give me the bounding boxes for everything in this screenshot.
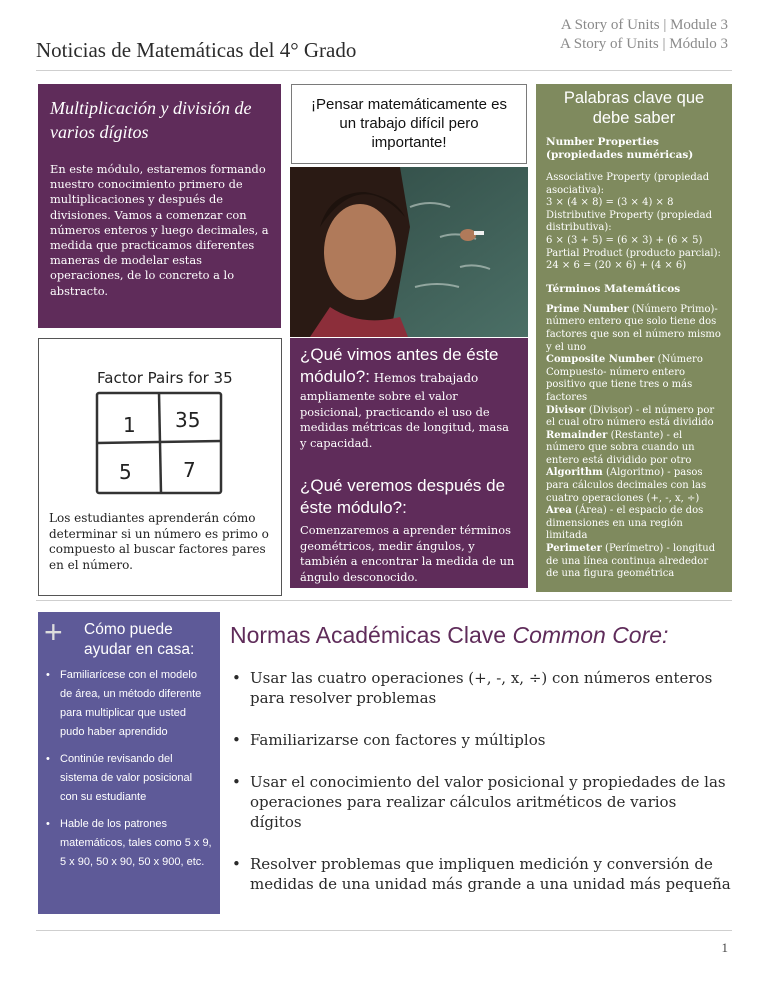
terms-list <box>546 304 722 581</box>
help-heading <box>84 620 194 660</box>
term-item <box>546 467 722 505</box>
standard-item: • Resolver problemas que impliquen medición y conversión de medidas de una unidad más grande a una unidad más pequeña <box>250 854 732 894</box>
term-definition: (Divisor) - el número por el cual otro número está dividido <box>546 404 715 429</box>
help-item: • Familiarícese con el modelo de área, un método diferente para multiplicar que usted pudo haber aprendido <box>60 666 212 742</box>
series-label-es: A Story of Units | Módulo 3 <box>559 36 728 52</box>
property-line: 24 × 6 = (20 × 6) + (4 × 6) <box>546 260 687 272</box>
term-item <box>546 543 722 581</box>
standards-list <box>228 668 732 894</box>
factor-cell: 35 <box>175 408 201 432</box>
properties-list <box>546 172 722 273</box>
term-name: Perimeter <box>546 543 602 555</box>
before-lead: Hemos trabajado <box>369 371 479 385</box>
plus-icon: + <box>44 614 63 650</box>
standards-heading <box>230 622 668 649</box>
student-photo <box>290 167 528 337</box>
keywords-heading: Palabras clave que debe saber <box>563 89 705 127</box>
factor-pairs-box <box>38 338 282 596</box>
quote-box: ¡Pensar matemáticamente es un trabajo difícil pero importante! <box>291 84 527 164</box>
term-definition: (Algoritmo) - pasos para cálculos decimales con las cuatro operaciones (+, -, x, ÷) <box>546 467 707 504</box>
after-body: Comenzaremos a aprender términos geométricos, medir ángulos, y también a encontrar la medida de un ángulo desconocido. <box>300 523 515 584</box>
term-name: Prime Number <box>546 303 629 315</box>
newsletter-title: Noticias de Matemáticas del 4° Grado <box>36 38 357 62</box>
number-properties-heading: Number Properties (propiedades numéricas) <box>546 136 694 161</box>
help-item: • Hable de los patrones matemáticos, tales como 5 x 9, 5 x 90, 50 x 90, 50 x 900, etc. <box>60 815 212 872</box>
term-definition: (Número Compuesto- número entero positivo que tiene tres o más factores <box>546 354 703 403</box>
factor-pairs-drawing <box>39 339 283 509</box>
intro-heading: Multiplicación y división de varios dígitos <box>50 98 252 142</box>
term-name: Divisor <box>546 404 586 416</box>
term-item <box>546 354 722 404</box>
series-label-en: A Story of Units | Module 3 <box>560 17 728 33</box>
standard-item: • Familiarizarse con factores y múltiplos <box>250 730 732 750</box>
standards-heading-italic: Common Core: <box>512 622 669 648</box>
intro-body: En este módulo, estaremos formando nuestro conocimiento primero de multiplicaciones y después de divisiones. Vamos a comenzar con números enteros y luego decimales, a medida que practicamos diferentes maneras de modelar estas operaciones, de lo concreto a lo abstracto. <box>50 162 269 298</box>
term-definition: (Restante) - el número que sobra cuando un entero está dividido por otro <box>546 429 695 466</box>
factor-pairs-caption: Los estudiantes aprenderán cómo determinar si un número es primo o compuesto al buscar factores pares en el número. <box>49 511 269 572</box>
term-name: Area <box>546 505 572 517</box>
term-name: Remainder <box>546 429 608 441</box>
section-divider <box>36 600 732 601</box>
term-definition: (Número Primo)- número entero que solo tiene dos factores que son el número mismo y el uno <box>546 303 721 353</box>
series-label <box>560 16 728 54</box>
factor-cell: 7 <box>183 458 196 482</box>
factor-cell: 1 <box>123 413 136 437</box>
standards-heading-text: Normas Académicas Clave <box>230 622 513 648</box>
help-at-home-panel <box>38 612 220 914</box>
term-item <box>546 430 722 468</box>
before-body: ampliamente sobre el valor posicional, practicando el uso de medidas métricas de longitud, masa y capacidad. <box>300 389 509 450</box>
standard-item: • Usar el conocimiento del valor posicional y propiedades de las operaciones para realizar cálculos aritméticos de varios dígitos <box>250 772 732 832</box>
after-heading: ¿Qué veremos después de éste módulo?: <box>300 476 506 517</box>
term-name: Algorithm <box>546 467 603 479</box>
help-heading-line2: ayudar en casa: <box>84 641 195 658</box>
term-item <box>546 304 722 354</box>
keywords-panel <box>536 84 732 592</box>
help-heading-line1: Cómo puede <box>84 621 173 638</box>
standard-item: • Usar las cuatro operaciones (+, -, x, ÷) con números enteros para resolver problemas <box>250 668 732 708</box>
term-item <box>546 405 722 430</box>
header-divider <box>36 70 732 71</box>
property-line: Associative Property (propiedad asociativa): <box>546 172 710 196</box>
property-line: Partial Product (producto parcial): <box>546 247 721 259</box>
before-heading: ¿Qué vimos antes de éste módulo?: <box>300 345 499 386</box>
help-list <box>38 666 220 880</box>
footer-divider <box>36 930 732 931</box>
property-line: 3 × (4 × 8) = (3 × 4) × 8 <box>546 197 674 209</box>
term-definition: (Perímetro) - longitud de una línea continua alrededor de una figura geométrica <box>546 543 716 580</box>
property-line: 6 × (3 + 5) = (6 × 3) + (6 × 5) <box>546 234 703 246</box>
before-heading-line <box>300 344 518 389</box>
student-at-chalkboard-image <box>290 167 528 337</box>
factor-cell: 5 <box>119 460 132 484</box>
factor-pairs-title: Factor Pairs for 35 <box>97 369 233 387</box>
page-number: 1 <box>721 940 728 955</box>
property-line: Distributive Property (propiedad distributiva): <box>546 209 713 234</box>
before-after-panel <box>290 338 528 588</box>
intro-panel <box>38 84 281 328</box>
term-definition: (Área) - el espacio de dos dimensiones en una región limitada <box>546 505 704 542</box>
term-item <box>546 505 722 543</box>
help-item: • Continúe revisando del sistema de valor posicional con su estudiante <box>60 750 212 807</box>
math-terms-heading: Términos Matemáticos <box>546 282 681 295</box>
term-name: Composite Number <box>546 354 655 366</box>
